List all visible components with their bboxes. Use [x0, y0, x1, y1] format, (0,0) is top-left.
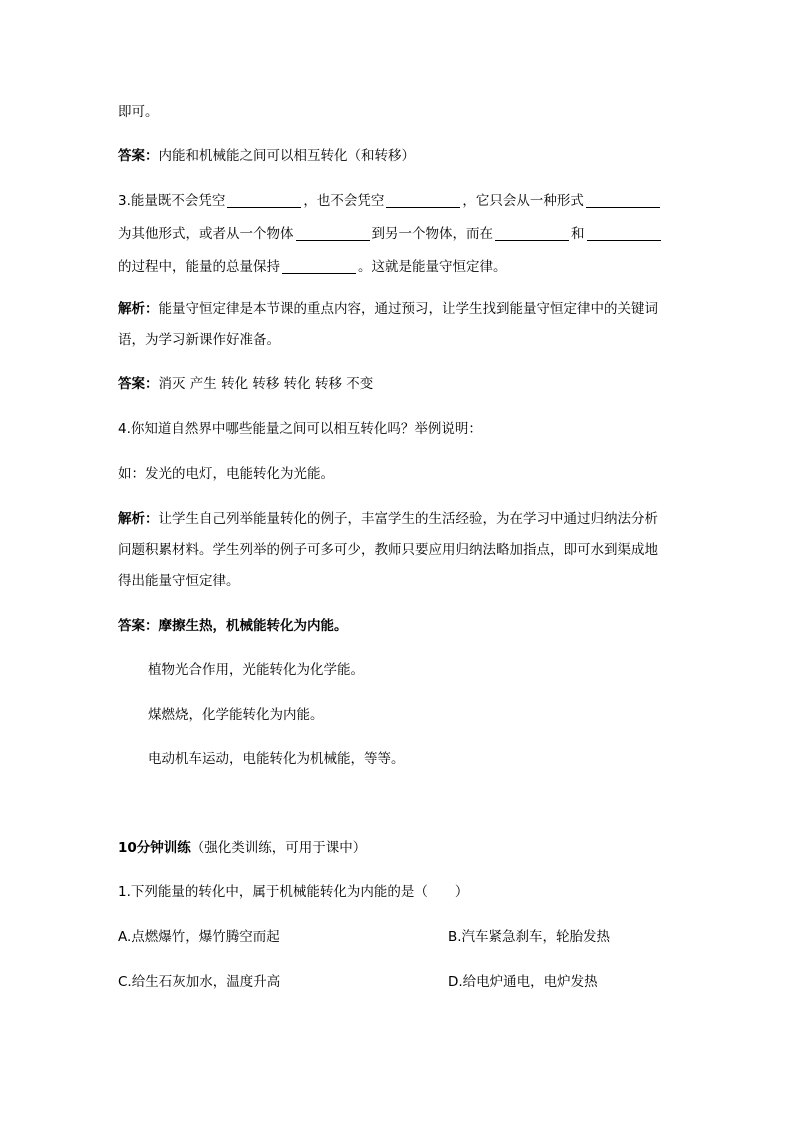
fill-blank [495, 226, 569, 241]
question-3-line-1 [118, 191, 662, 211]
fill-blank [586, 193, 660, 208]
fill-blank [227, 193, 301, 208]
answer-1 [118, 146, 415, 166]
analysis-3-line-2: 语，为学习新课作好准备。 [118, 332, 280, 348]
mc-question-1: 1.下列能量的转化中，属于机械能转化为内能的是（ ） [118, 884, 469, 900]
text-fragment: 为其他形式，或者从一个物体 [118, 226, 294, 242]
answer-label: 答案： [118, 148, 159, 164]
analysis-label: 解析： [118, 511, 159, 527]
answer-4-item: 植物光合作用，光能转化为化学能。 [148, 662, 364, 678]
answer-label: 答案： [118, 376, 159, 392]
text-fragment: ，也不会凭空 [303, 193, 385, 209]
text-fragment: 和 [571, 226, 585, 242]
section-note: （强化类训练，可用于课中） [190, 840, 367, 856]
text-fragment: 到另一个物体，而在 [371, 226, 493, 242]
section-title: 10分钟训练 [118, 840, 191, 856]
answer-label: 答案： [118, 618, 159, 634]
answer-text: 摩擦生热，机械能转化为内能。 [158, 618, 348, 634]
option-a: A.点燃爆竹，爆竹腾空而起 [118, 929, 280, 945]
question-3-line-3 [118, 257, 507, 277]
answer-text: 消灭 产生 转化 转移 转化 转移 不变 [158, 376, 374, 392]
answer-4-item: 煤燃烧，化学能转化为内能。 [148, 707, 324, 723]
analysis-4-line-2: 问题积累材料。学生列举的例子可多可少，教师只要应用归纳法略加指点，即可水到渠成地 [118, 542, 658, 558]
analysis-4-line-1 [118, 509, 658, 529]
question-4: 4.你知道自然界中哪些能量之间可以相互转化吗？举例说明： [118, 421, 482, 437]
answer-4 [118, 616, 348, 636]
text-fragment: 的过程中，能量的总量保持 [118, 259, 280, 275]
text-fragment: 。这就是能量守恒定律。 [358, 259, 507, 275]
answer-text: 内能和机械能之间可以相互转化（和转移） [158, 148, 415, 164]
text-fragment: ，它只会从一种形式 [462, 193, 584, 209]
option-d: D.给电炉通电，电炉发热 [448, 974, 598, 990]
fill-blank [386, 193, 460, 208]
option-c: C.给生石灰加水，温度升高 [118, 974, 281, 990]
analysis-4-line-3: 得出能量守恒定律。 [118, 573, 240, 589]
question-3-line-2 [118, 224, 663, 244]
fill-blank [296, 226, 370, 241]
text-line: 即可。 [118, 104, 159, 120]
analysis-3-line-1 [118, 299, 658, 319]
text-fragment: 3.能量既不会凭空 [118, 193, 226, 209]
analysis-text: 能量守恒定律是本节课的重点内容，通过预习，让学生找到能量守恒定律中的关键词 [158, 301, 658, 317]
answer-3 [118, 374, 373, 394]
option-b: B.汽车紧急刹车，轮胎发热 [448, 929, 611, 945]
answer-4-item: 电动机车运动，电能转化为机械能，等等。 [148, 751, 405, 767]
question-4-example: 如：发光的电灯，电能转化为光能。 [118, 466, 334, 482]
fill-blank [587, 226, 661, 241]
analysis-label: 解析： [118, 301, 159, 317]
fill-blank [282, 259, 356, 274]
section-heading [118, 838, 366, 858]
analysis-text: 让学生自己列举能量转化的例子，丰富学生的生活经验，为在学习中通过归纳法分析 [158, 511, 658, 527]
